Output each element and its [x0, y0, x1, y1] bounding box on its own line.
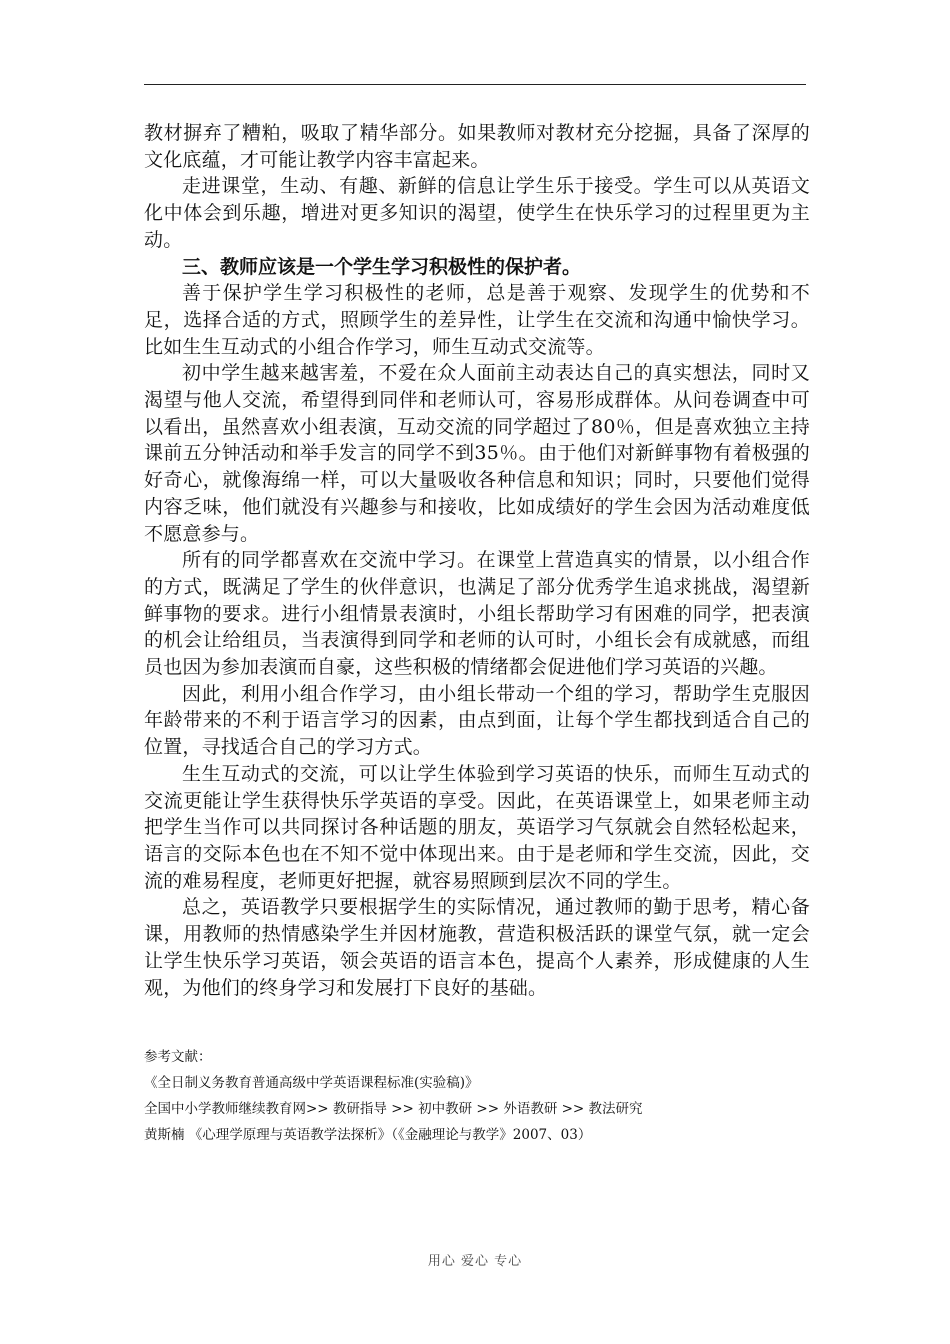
paragraph-continuation: 教材摒弃了糟粕，吸取了精华部分。如果教师对教材充分挖掘，具备了深厚的文化底蕴，才可能让教学内容丰富起来。: [144, 122, 810, 171]
section-heading: 三、教师应该是一个学生学习积极性的保护者。: [182, 255, 582, 278]
paragraph: 善于保护学生学习积极性的老师，总是善于观察、发现学生的优势和不足，选择合适的方式，照顾学生的差异性，让学生在交流和沟通中愉快学习。比如生生互动式的小组合作学习，师生互动式交流等。: [144, 282, 810, 358]
references-title: 参考文献：: [144, 1049, 212, 1065]
paragraph: 所有的同学都喜欢在交流中学习。在课堂上营造真实的情景，以小组合作的方式，既满足了学生的伙伴意识，也满足了部分优秀学生追求挑战，渴望新鲜事物的要求。进行小组情景表演时，小组长帮助学习有困难的同学，把表演的机会让给组员，当表演得到同学和老师的认可时，小组长会有成就感，而组员也因为参加表演而自豪，这些积极的情绪都会促进他们学习英语的兴趣。: [144, 549, 810, 679]
page-footer: 用心 爱心 专心: [427, 1254, 523, 1269]
paragraph: 初中学生越来越害羞，不爱在众人面前主动表达自己的真实想法，同时又渴望与他人交流，希望得到同伴和老师认可，容易形成群体。从问卷调查中可以看出，虽然喜欢小组表演，互动交流的同学超过了80％，但是喜欢独立主持课前五分钟活动和举手发言的同学不到35％。由于他们对新鲜事物有着极强的好奇心，就像海绵一样，可以大量吸收各种信息和知识；同时，只要他们觉得内容乏味，他们就没有兴趣参与和接收，比如成绩好的学生会因为活动难度低不愿意参与。: [144, 362, 810, 545]
header-rule: [144, 84, 806, 85]
paragraph-conclusion: 总之，英语教学只要根据学生的实际情况，通过教师的勤于思考，精心备课，用教师的热情感染学生并因材施教，营造积极活跃的课堂气氛，就一定会让学生快乐学习英语，领会英语的语言本色，提高个人素养，形成健康的人生观，为他们的终身学习和发展打下良好的基础。: [144, 896, 810, 999]
reference-item: 黄斯楠 《心理学原理与英语教学法探析》（《金融理论与教学》2007、03）: [144, 1127, 592, 1143]
paragraph: 生生互动式的交流，可以让学生体验到学习英语的快乐，而师生互动式的交流更能让学生获得快乐学英语的享受。因此，在英语课堂上，如果老师主动把学生当作可以共同探讨各种话题的朋友，英语学习气氛就会自然轻松起来，语言的交际本色也在不知不觉中体现出来。由于是老师和学生交流，因此，交流的难易程度，老师更好把握，就容易照顾到层次不同的学生。: [144, 762, 810, 892]
paragraph: 因此，利用小组合作学习，由小组长带动一个组的学习，帮助学生克服因年龄带来的不利于语言学习的因素，由点到面，让每个学生都找到适合自己的位置，寻找适合自己的学习方式。: [144, 682, 810, 759]
paragraph: 走进课堂，生动、有趣、新鲜的信息让学生乐于接受。学生可以从英语文化中体会到乐趣，增进对更多知识的渴望，使学生在快乐学习的过程里更为主动。: [144, 175, 810, 251]
reference-item: 《全日制义务教育普通高级中学英语课程标准(实验稿)》: [144, 1075, 479, 1091]
reference-item: 全国中小学教师继续教育网>> 教研指导 >> 初中教研 >> 外语教研 >> 教法研究: [144, 1101, 643, 1117]
references: [144, 1044, 824, 1148]
document-body: [144, 120, 810, 1001]
